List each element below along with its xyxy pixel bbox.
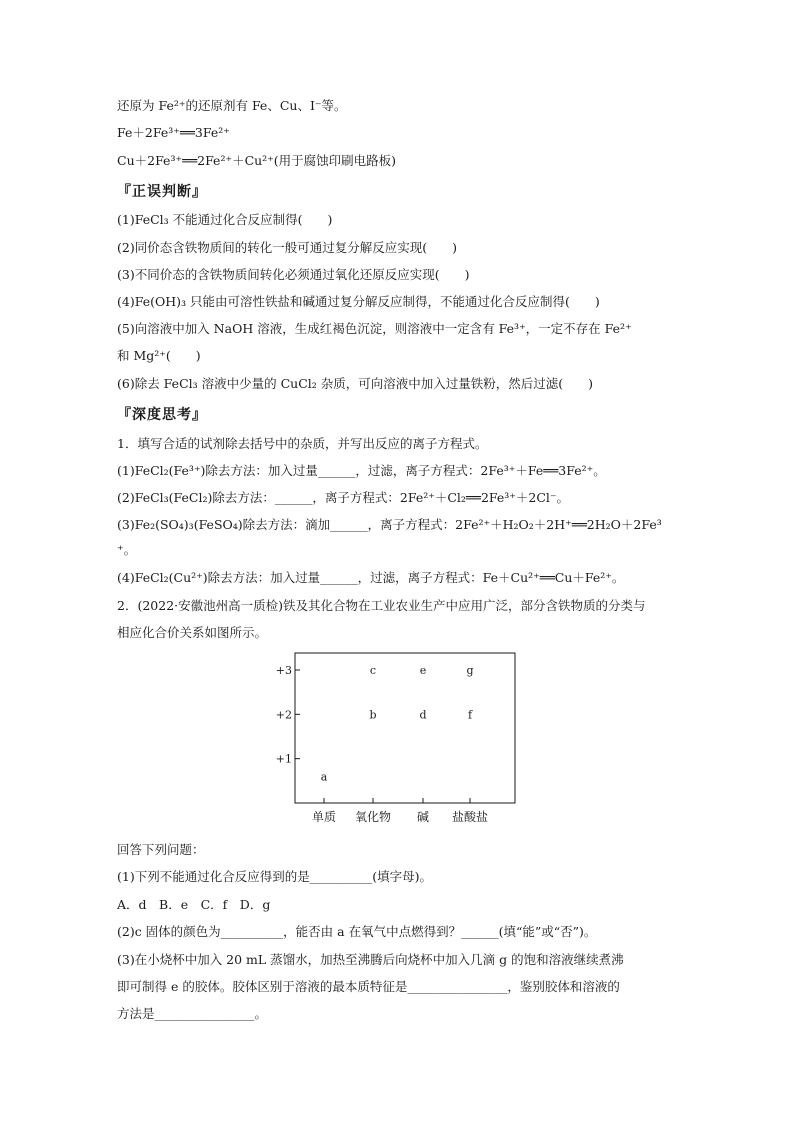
x-tick-label: 碱 <box>416 810 430 824</box>
question-1-item: ⁺。 <box>117 542 137 557</box>
answer-sub3: 即可制得 e 的胶体。胶体区别于溶液的最本质特征是________________，鉴别胶体和溶液的 <box>117 979 620 994</box>
question-1-item: (2)FeCl₃(FeCl₂)除去方法：______，离子方程式：2Fe²⁺＋Cl₂══2Fe³⁺＋2Cl⁻。 <box>117 490 570 505</box>
y-tick-label: +2 <box>275 708 292 722</box>
answer-sub3: 方法是________________。 <box>117 1006 268 1021</box>
x-tick-label: 盐酸盐 <box>451 810 489 824</box>
question-1-item: (1)FeCl₂(Fe³⁺)除去方法：加入过量______，过滤，离子方程式：2Fe³⁺＋Fe══3Fe²⁺。 <box>117 463 606 478</box>
question-1-item: (3)Fe₂(SO₄)₃(FeSO₄)除去方法：滴加______，离子方程式：2Fe²⁺＋H₂O₂＋2H⁺══2H₂O＋2Fe³ <box>117 517 662 532</box>
point-label-c: c <box>369 664 377 677</box>
question-1-title: 1．填写合适的试剂除去括号中的杂质，并写出反应的离子方程式。 <box>117 436 488 451</box>
judge-item: 和 Mg²⁺( ) <box>117 348 201 363</box>
answer-sub1: (1)下列不能通过化合反应得到的是__________(填字母)。 <box>117 869 432 884</box>
section-title-think: 『深度思考』 <box>117 407 207 423</box>
question-1-item: (4)FeCl₂(Cu²⁺)除去方法：加入过量______，过滤，离子方程式：Fe＋Cu²⁺══Cu＋Fe²⁺。 <box>117 570 625 585</box>
equation-1: Fe＋2Fe³⁺══3Fe²⁺ <box>117 125 230 140</box>
question-2-line: 2．(2022·安徽池州高一质检)铁及其化合物在工业农业生产中应用广泛，部分含铁物质的分类与 <box>117 598 646 613</box>
judge-item: (1)FeCl₃ 不能通过化合反应制得( ) <box>117 212 333 227</box>
section-title-judge: 『正误判断』 <box>117 184 207 200</box>
answer-options: A．d B．e C．f D．g <box>117 897 271 912</box>
point-label-f: f <box>467 708 473 722</box>
y-tick-label: +1 <box>275 752 292 766</box>
point-label-a: a <box>320 770 328 784</box>
text-line: 还原为 Fe²⁺的还原剂有 Fe、Cu、I⁻等。 <box>117 98 347 113</box>
equation-2: Cu＋2Fe³⁺══2Fe²⁺＋Cu²⁺(用于腐蚀印刷电路板) <box>117 153 397 168</box>
judge-item: (3)不同价态的含铁物质间转化必须通过氧化还原反应实现( ) <box>117 267 470 282</box>
judge-item: (5)向溶液中加入 NaOH 溶液，生成红褐色沉淀，则溶液中一定含有 Fe³⁺，一定不存在 Fe²⁺ <box>117 321 632 336</box>
point-label-g: g <box>466 664 474 677</box>
point-label-e: e <box>419 664 427 677</box>
answer-intro: 回答下列问题： <box>117 842 205 857</box>
point-label-d: d <box>419 708 427 722</box>
x-tick-label: 氧化物 <box>354 810 392 824</box>
answer-sub2: (2)c 固体的颜色为__________，能否由 a 在氧气中点燃得到？______(填“能”或“否”)。 <box>117 924 597 939</box>
answer-sub3: (3)在小烧杯中加入 20 mL 蒸馏水，加热至沸腾后向烧杯中加入几滴 g 的饱和溶液继续煮沸 <box>117 952 624 967</box>
judge-item: (4)Fe(OH)₃ 只能由可溶性铁盐和碱通过复分解反应制得，不能通过化合反应制得( ) <box>117 294 600 309</box>
point-label-b: b <box>369 708 377 722</box>
y-tick-label: +3 <box>275 664 292 677</box>
judge-item: (2)同价态含铁物质间的转化一般可通过复分解反应实现( ) <box>117 240 457 255</box>
x-tick-label: 单质 <box>311 810 337 824</box>
judge-item: (6)除去 FeCl₃ 溶液中少量的 CuCl₂ 杂质，可向溶液中加入过量铁粉，然后过滤( ) <box>117 376 594 391</box>
question-2-line: 相应化合价关系如图所示。 <box>117 625 268 640</box>
valence-classification-chart <box>270 648 530 828</box>
